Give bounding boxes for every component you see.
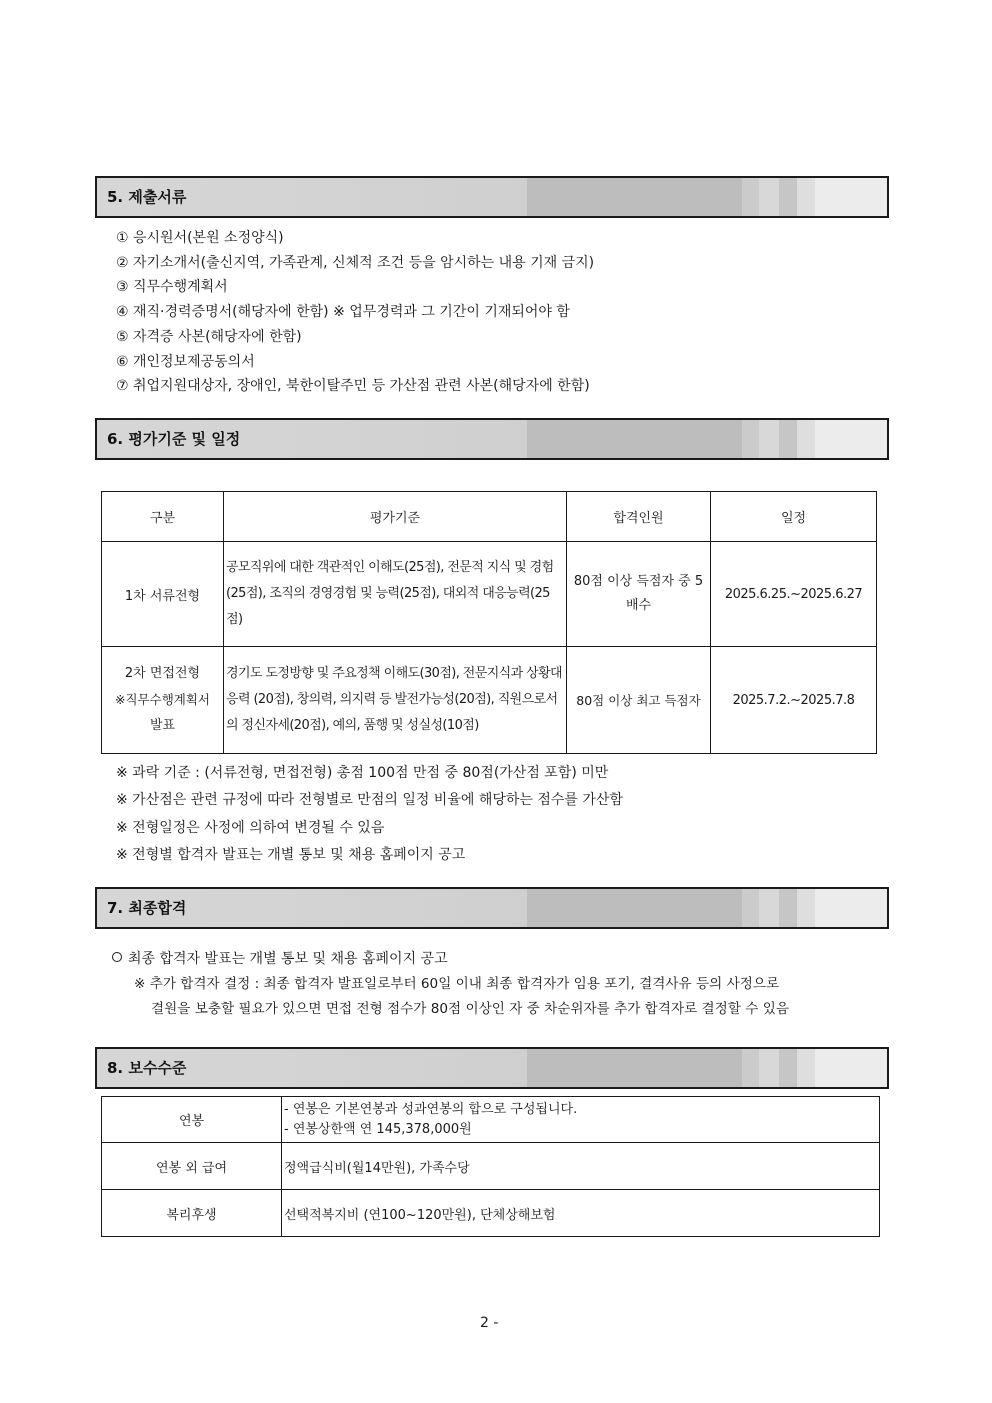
note-text: ※ 가산점은 관련 규정에 따라 전형별로 만점의 일정 비율에 해당하는 점수를 가산함 <box>116 792 623 808</box>
criteria-cell: 경기도 도정방향 및 주요정책 이해도(30점), 전문지식과 상황대응력 (20점), 창의력, 의지력 등 발전가능성(20점), 직원으로서의 정신자세(20점), 예의, 품행 및 성실성(10점) <box>224 647 567 754</box>
table-row <box>102 542 877 647</box>
note-text: ※ 전형일정은 사정에 의하여 변경될 수 있음 <box>116 820 385 836</box>
section-5-title: 5. 제출서류 <box>107 188 187 206</box>
final-pass-item <box>112 948 448 968</box>
section-8-title: 8. 보수수준 <box>107 1059 187 1077</box>
additional-pass-note: 결원을 보충할 필요가 있으면 면접 전형 점수가 80점 이상인 자 중 차순위자를 추가 합격자로 결정할 수 있음 <box>151 1001 789 1017</box>
salary-line: - 연봉은 기본연봉과 성과연봉의 합으로 구성됩니다. <box>284 1101 578 1117</box>
section-6-header <box>95 418 889 460</box>
list-item: ② 자기소개서(출신지역, 가족관계, 신체적 조건 등을 암시하는 내용 기재 금지) <box>116 254 595 271</box>
list-item: ③ 직무수행계획서 <box>116 279 228 296</box>
table-row <box>102 1190 880 1237</box>
evaluation-table <box>101 491 877 754</box>
salary-table <box>101 1096 880 1237</box>
note-text: ※ 전형별 합격자 발표는 개별 통보 및 채용 홈페이지 공고 <box>116 847 466 863</box>
section-7-header <box>95 887 889 929</box>
section-5-header <box>95 176 889 218</box>
table-header-row <box>102 492 877 542</box>
final-pass-text: 최종 합격자 발표는 개별 통보 및 채용 홈페이지 공고 <box>128 951 448 967</box>
section-6-title: 6. 평가기준 및 일정 <box>107 430 241 448</box>
column-header: 일정 <box>711 492 877 542</box>
salary-label: 연봉 <box>102 1097 282 1143</box>
column-header: 합격인원 <box>567 492 711 542</box>
category-cell <box>102 647 224 754</box>
salary-value <box>282 1097 880 1143</box>
circle-bullet-icon <box>112 952 122 962</box>
category-line: 2차 면접전형 <box>124 666 201 681</box>
section-7-title: 7. 최종합격 <box>107 899 187 917</box>
category-line: 발표 <box>149 718 176 733</box>
schedule-cell: 2025.6.25.~2025.6.27 <box>711 542 877 647</box>
note-text: ※ 과락 기준 : (서류전형, 면접전형) 총점 100점 만점 중 80점(가산점 포함) 미만 <box>116 765 609 781</box>
category-cell: 1차 서류전형 <box>102 542 224 647</box>
table-row <box>102 1143 880 1190</box>
passers-cell: 80점 이상 최고 득점자 <box>567 647 711 754</box>
category-line: ※직무수행계획서 <box>115 692 210 707</box>
salary-label: 복리후생 <box>102 1190 282 1237</box>
additional-pass-note: ※ 추가 합격자 결정 : 최종 합격자 발표일로부터 60일 이내 최종 합격자가 임용 포기, 결격사유 등의 사정으로 <box>134 976 780 992</box>
table-row <box>102 1097 880 1143</box>
table-row <box>102 647 877 754</box>
salary-line: - 연봉상한액 연 145,378,000원 <box>284 1121 472 1137</box>
passers-cell: 80점 이상 득점자 중 5배수 <box>567 542 711 647</box>
schedule-cell: 2025.7.2.~2025.7.8 <box>711 647 877 754</box>
document-list <box>116 226 594 399</box>
criteria-cell: 공모직위에 대한 객관적인 이해도(25점), 전문적 지식 및 경험(25점), 조직의 경영경험 및 능력(25점), 대외적 대응능력(25점) <box>224 542 567 647</box>
list-item: ⑤ 자격증 사본(해당자에 한함) <box>116 328 302 345</box>
salary-value: 정액급식비(월14만원), 가족수당 <box>282 1143 880 1190</box>
list-item: ⑥ 개인정보제공동의서 <box>116 353 255 370</box>
salary-value: 선택적복지비 (연100~120만원), 단체상해보험 <box>282 1190 880 1237</box>
list-item: ① 응시원서(본원 소정양식) <box>116 230 284 246</box>
column-header: 구분 <box>102 492 224 542</box>
list-item: ⑦ 취업지원대상자, 장애인, 북한이탈주민 등 가산점 관련 사본(해당자에 한함) <box>116 378 590 395</box>
section-8-header <box>95 1047 889 1089</box>
salary-label: 연봉 외 급여 <box>102 1143 282 1190</box>
list-item: ④ 재직·경력증명서(해당자에 한함) ※ 업무경력과 그 기간이 기재되어야 함 <box>116 304 570 321</box>
page-number: 2 - <box>480 1315 499 1331</box>
column-header: 평가기준 <box>224 492 567 542</box>
